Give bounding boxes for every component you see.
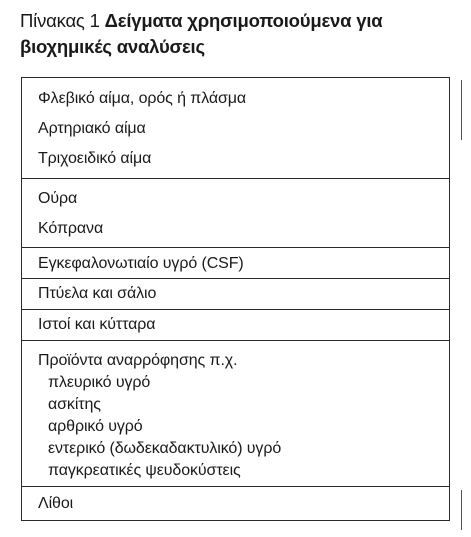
table-row: Ούρα — [38, 190, 78, 207]
caption-title-part-1: Δείγματα χρησιμοποιούμενα για — [104, 10, 383, 31]
scan-artifact-line — [461, 490, 462, 530]
caption-line-1 — [20, 8, 460, 34]
table-group-sputum — [22, 278, 449, 309]
table-group-blood — [22, 78, 449, 178]
table-group-csf — [22, 247, 449, 278]
table-subrow: αρθρικό υγρό — [48, 418, 143, 435]
table-row: Εγκεφαλονωτιαίο υγρό (CSF) — [38, 255, 244, 272]
scan-artifact-line — [461, 80, 462, 140]
table-subrow: πλευρικό υγρό — [48, 374, 151, 391]
table-row: Πτύελα και σάλιο — [38, 285, 157, 302]
table-row: Προϊόντα αναρρόφησης π.χ. — [38, 352, 238, 369]
table-row: Φλεβικό αίμα, ορός ή πλάσμα — [38, 90, 247, 107]
table-group-excreta — [22, 178, 449, 247]
table-group-tissues — [22, 309, 449, 340]
table-row: Ιστοί και κύτταρα — [38, 316, 156, 333]
table-caption — [20, 8, 460, 60]
caption-label: Πίνακας 1 — [20, 10, 100, 31]
table-group-stones — [22, 486, 449, 519]
table-row: Αρτηριακό αίμα — [38, 120, 146, 137]
table-subrow: εντερικό (δωδεκαδακτυλικό) υγρό — [48, 440, 282, 457]
table-subrow: παγκρεατικές ψευδοκύστεις — [48, 462, 241, 479]
table-subrow: ασκίτης — [48, 396, 101, 413]
table-row: Κόπρανα — [38, 220, 104, 237]
table-group-aspirates — [22, 340, 449, 486]
specimen-table — [21, 77, 450, 521]
table-row: Τριχοειδικό αίμα — [38, 150, 152, 167]
table-row: Λίθοι — [38, 495, 74, 512]
caption-title-part-2: βιοχημικές αναλύσεις — [20, 36, 205, 57]
